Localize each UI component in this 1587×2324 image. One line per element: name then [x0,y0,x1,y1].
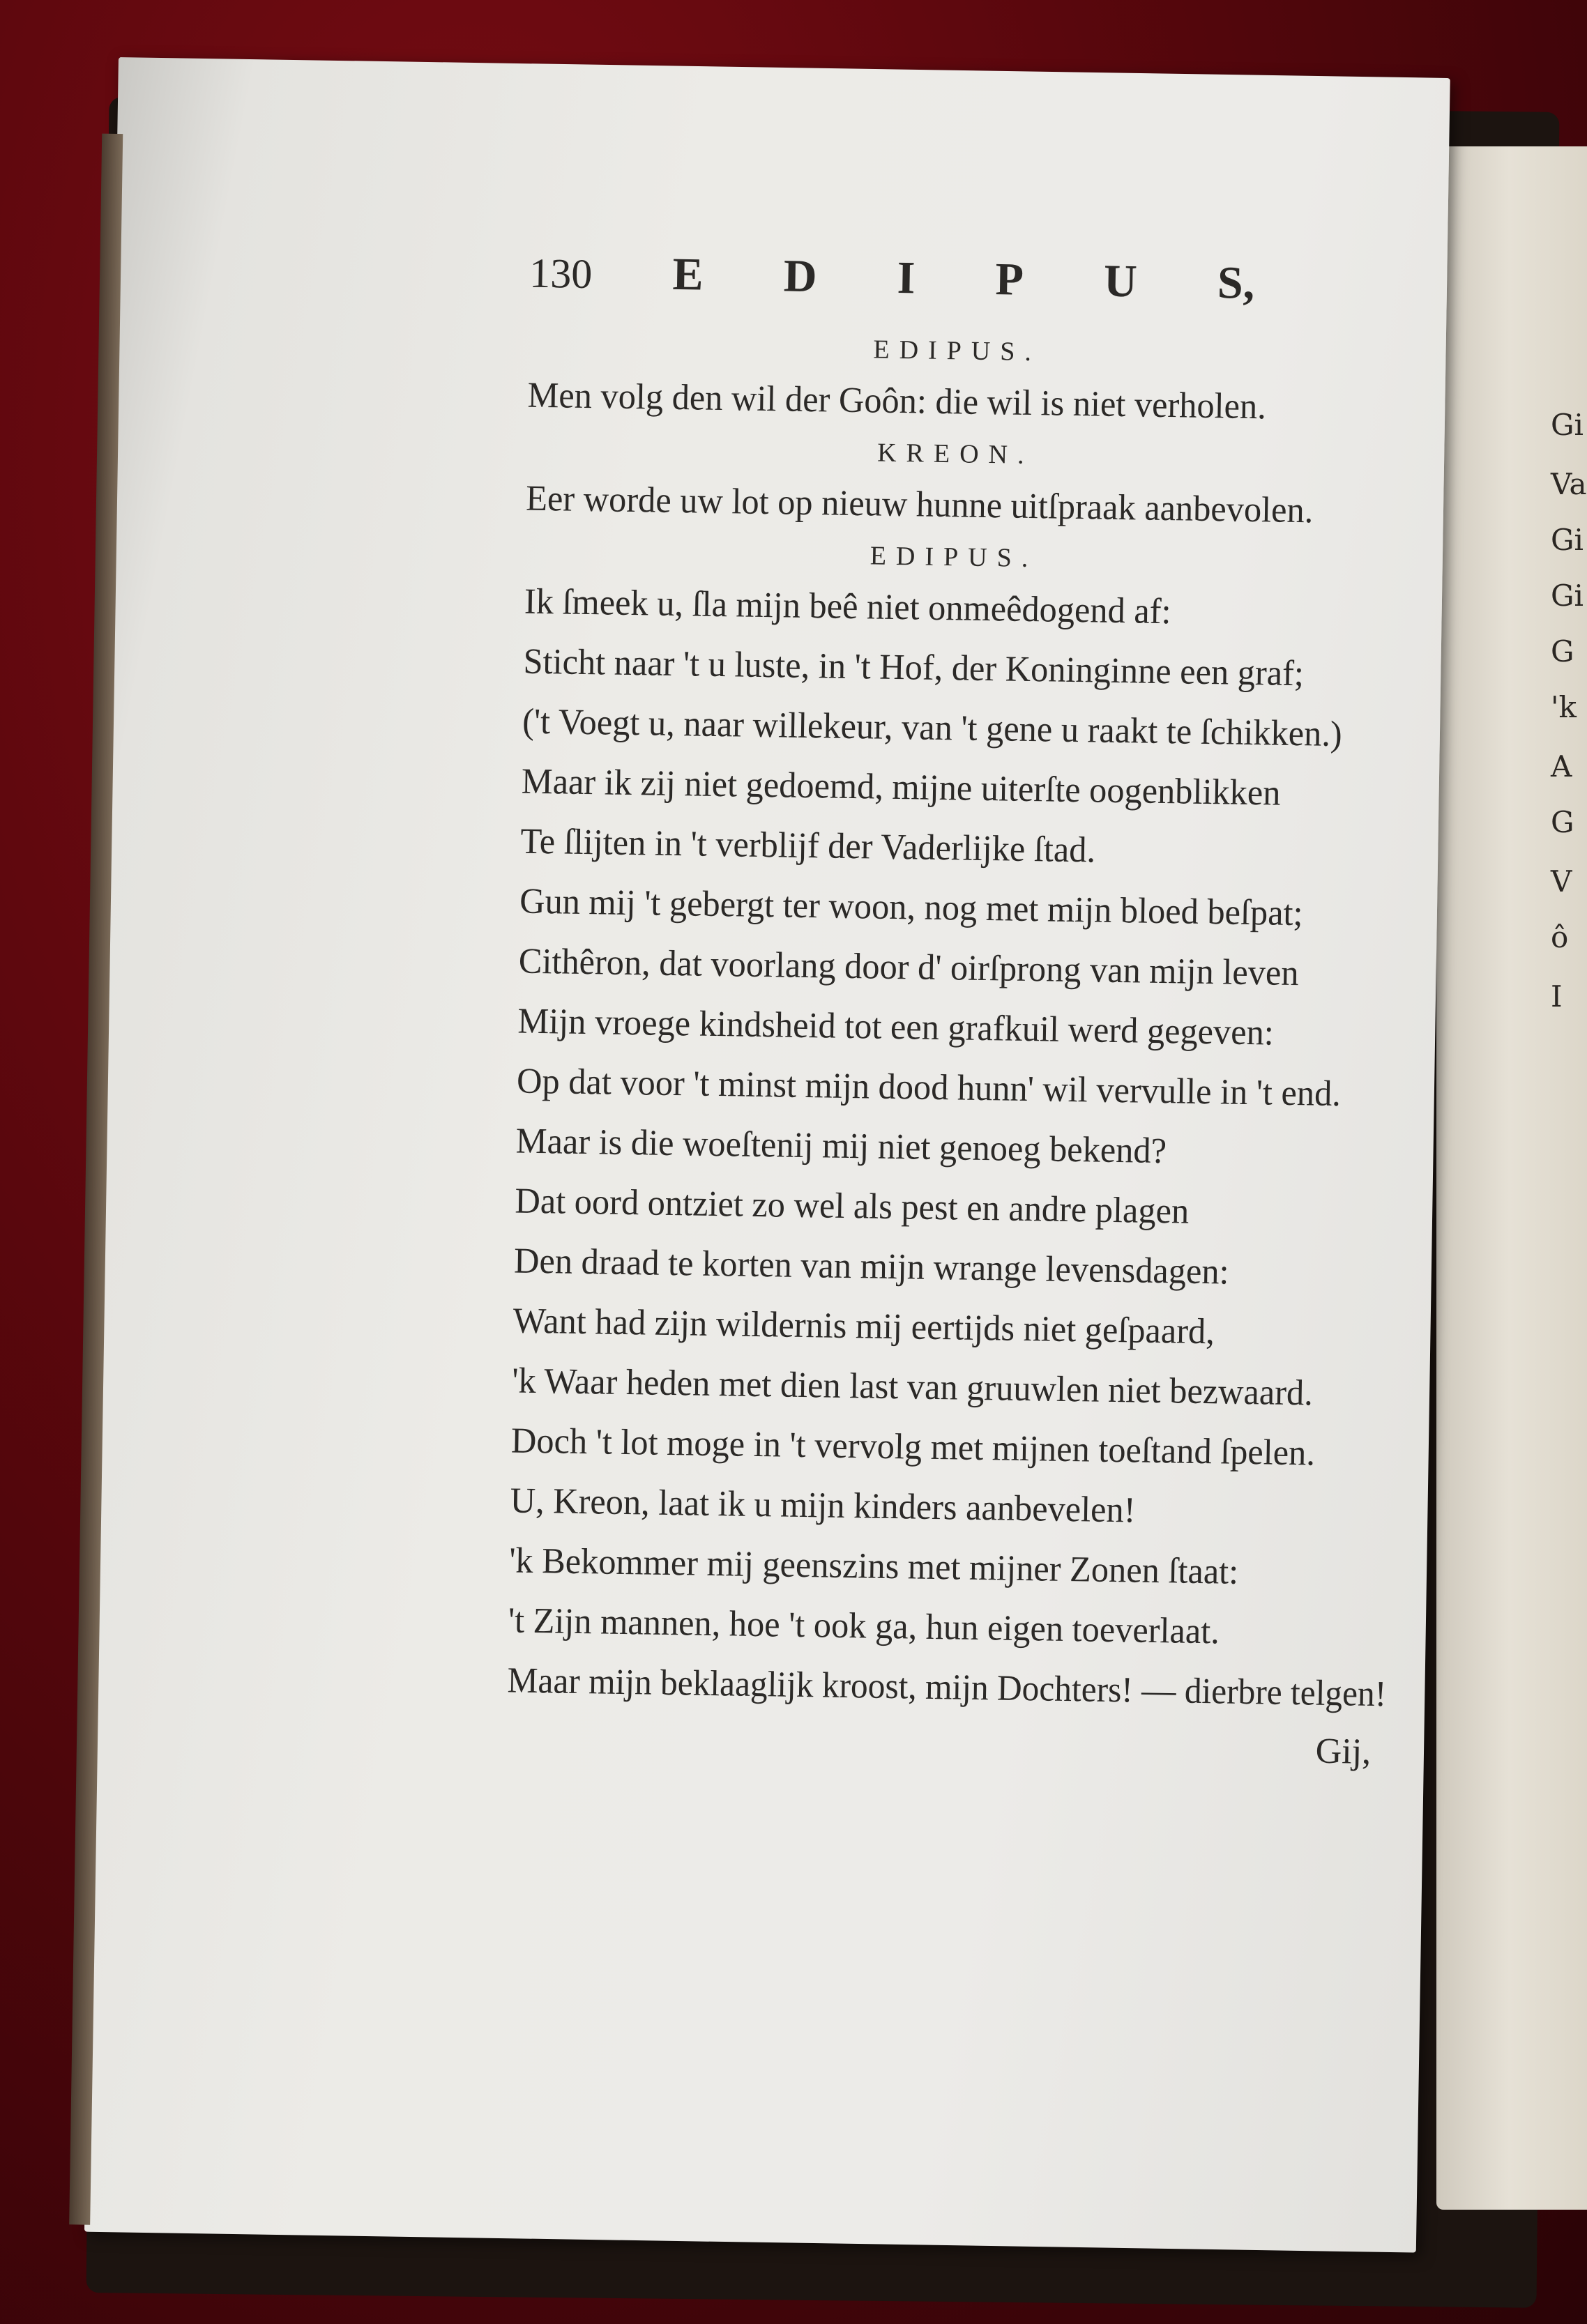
page-edge [69,134,123,2225]
facing-fragment: I [1551,979,1563,1014]
header-letter: I [897,252,916,304]
verse-line: Den draad te korten van mijn wrange levensdagen: [513,1241,1230,1292]
facing-fragment: Gi [1551,408,1584,442]
verse-line: Op dat voor 't minst mijn dood hunn' wil vervulle in 't end. [516,1061,1342,1115]
facing-fragment: ô [1551,920,1569,954]
facing-fragment: 'k [1551,690,1577,724]
verse-lines [388,321,1435,1725]
verse-line: 't Zijn mannen, hoe 't ook ga, hun eigen toeverlaat. [508,1600,1220,1652]
verse-line: Maar is die woeſtenij mij niet genoeg bekend? [515,1121,1167,1172]
verse-line: 'k Bekommer mij geenszins met mijner Zonen ſtaat: [508,1541,1239,1592]
speaker-name: EDIPUS. [873,335,1042,367]
facing-page [1436,146,1587,2210]
verse-line: Sticht naar 't u luste, in 't Hof, der Koninginne een graf; [523,641,1305,694]
page-number: 130 [529,250,593,298]
verse-line: Maar ik zij niet gedoemd, mijne uiterſte oogenblikken [521,761,1281,813]
verse-line: Want had zijn wildernis mij eertijds niet geſpaard, [512,1301,1215,1352]
running-header [529,246,1255,334]
verse-line: Eer worde uw lot op nieuw hunne uitſpraak aanbevolen. [525,478,1314,531]
header-letter: U [1103,255,1138,307]
header-letter: E [672,248,704,300]
verse-line: Te ſlijten in 't verblijf der Vaderlijke ſtad. [520,821,1096,871]
header-letter: P [994,254,1024,305]
page-text [388,244,1436,1781]
facing-fragment: Gi [1551,523,1584,557]
verse-line: Gun mij 't gebergt ter woon, nog met mijn bloed beſpat; [519,881,1304,934]
facing-fragment: V [1551,864,1572,899]
verse-line: 'k Waar heden met dien last van gruuwlen niet bezwaard. [511,1361,1314,1414]
verse-line: Ik ſmeek u, ſla mijn beê niet onmeêdogend af: [524,581,1171,632]
verse-line: Dat oord ontziet zo wel als pest en andre plagen [515,1181,1190,1232]
speaker-name: EDIPUS. [870,541,1038,574]
verse-line: Doch 't lot moge in 't vervolg met mijnen toeſtand ſpelen. [510,1421,1316,1474]
facing-fragment: A [1551,749,1572,783]
facing-fragment: Va [1551,467,1587,501]
verse-line: Maar mijn beklaaglijk kroost, mijn Dochters! — dierbre telgen! [507,1660,1387,1715]
speaker-name: KREON. [876,438,1034,471]
facing-fragment: Gi [1551,579,1584,613]
catchword: Gij, [1315,1731,1372,1772]
verse-line: U, Kreon, laat ik u mijn kinders aanbevelen! [510,1481,1136,1531]
verse-line: Men volg den wil der Goôn: die wil is niet verholen. [527,375,1267,427]
header-letter: D [783,250,818,303]
verse-line: Mijn vroege kindsheid tot een grafkuil werd gegeven: [517,1001,1275,1053]
verse-line: ('t Voegt u, naar willekeur, van 't gene u raakt te ſchikken.) [522,701,1343,755]
facing-fragment: G [1551,634,1574,668]
header-letter: S, [1217,257,1255,309]
verse-line: Cithêron, dat voorlang door d' oirſprong van mijn leven [518,941,1299,994]
facing-fragment: G [1551,805,1574,839]
